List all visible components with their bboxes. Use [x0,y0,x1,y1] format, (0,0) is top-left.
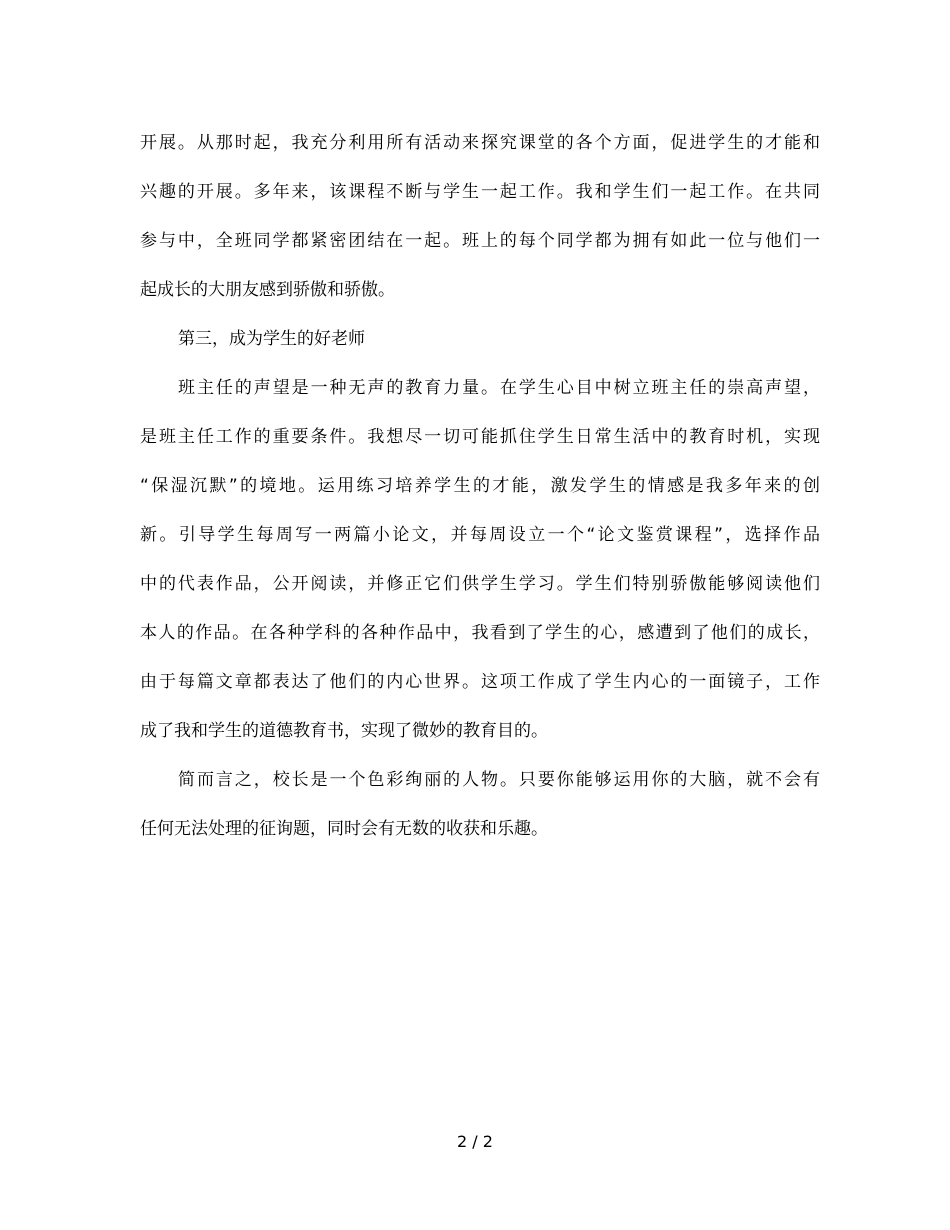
paragraph-line: 班主任的声望是一种无声的教育力量。在学生心目中树立班主任的崇高声望， [178,378,820,398]
paragraph-line: 中的代表作品，公开阅读，并修正它们供学生学习。学生们特别骄傲能够阅读他们 [140,574,820,594]
paragraph-line: 起成长的大朋友感到骄傲和骄傲。 [140,280,395,300]
section-heading: 第三，成为学生的好老师 [178,329,365,349]
page-number: 2 / 2 [457,1132,493,1151]
paragraph-line: 简而言之，校长是一个色彩绚丽的人物。只要你能够运用你的大脑，就不会有 [178,770,820,790]
paragraph-line: 由于每篇文章都表达了他们的内心世界。这项工作成了学生内心的一面镜子，工作 [140,672,820,692]
paragraph-line: 参与中，全班同学都紧密团结在一起。班上的每个同学都为拥有如此一位与他们一 [140,231,820,251]
paragraph-line: “保湿沉默”的境地。运用练习培养学生的才能，激发学生的情感是我多年来的创 [140,476,820,496]
paragraph-line: 新。引导学生每周写一两篇小论文，并每周设立一个“论文鉴赏课程”，选择作品 [140,525,820,545]
paragraph-line: 开展。从那时起，我充分利用所有活动来探究课堂的各个方面，促进学生的才能和 [140,133,820,153]
paragraph-line: 是班主任工作的重要条件。我想尽一切可能抓住学生日常生活中的教育时机，实现 [140,427,820,447]
paragraph-line: 兴趣的开展。多年来，该课程不断与学生一起工作。我和学生们一起工作。在共同 [140,182,820,202]
paragraph-line: 成了我和学生的道德教育书，实现了微妙的教育目的。 [140,721,548,741]
paragraph-line: 本人的作品。在各种学科的各种作品中，我看到了学生的心，感遭到了他们的成长， [140,623,820,643]
paragraph-line: 任何无法处理的征询题，同时会有无数的收获和乐趣。 [140,819,548,839]
